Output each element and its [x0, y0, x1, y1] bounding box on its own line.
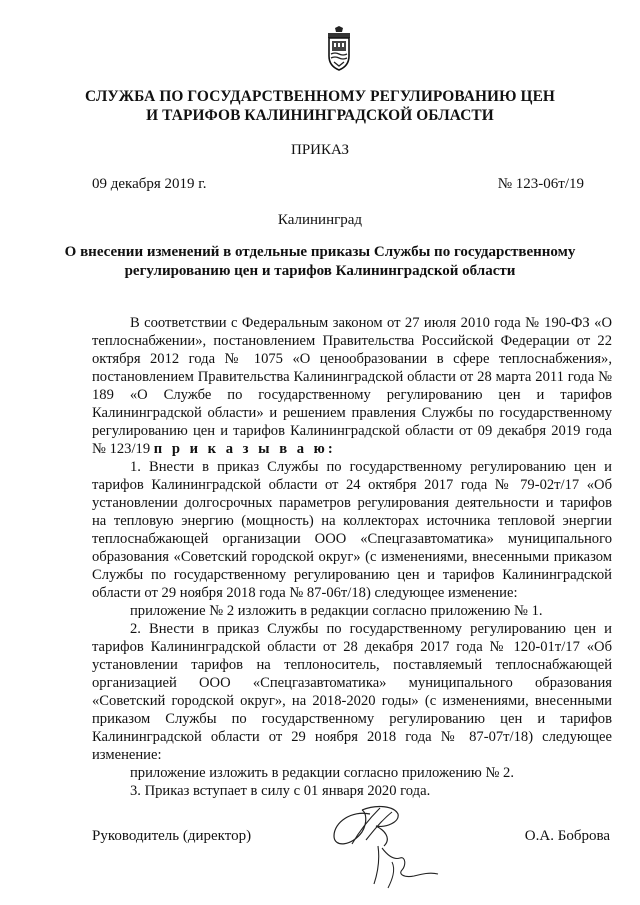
item-3: 3. Приказ вступает в силу с 01 января 2020 года.	[130, 783, 431, 799]
coat-of-arms-icon	[326, 26, 352, 72]
intro-text: В соответствии с Федеральным законом от 27 июля 2010 года № 190-ФЗ «О теплоснабжении», постановлением Правительства Российской Федерации от 22 октября 2012 года № 1075 «О ценообразовании в сфере теплоснабжения», постановлением Правительства Калининградской области от 28 марта 2011 года № 189 «О Службе по государственному регулированию цен и тарифов Калининградской области» и решением правления Службы по государственному регулированию цен и тарифов Калининградской области от 09 декабря 2019 года № 123/19	[92, 315, 612, 457]
signer-position: Руководитель (директор)	[92, 828, 252, 844]
order-subject-line1: О внесении изменений в отдельные приказы Службы по государственному	[64, 244, 576, 260]
city: Калининград	[277, 212, 363, 228]
order-date: 09 декабря 2019 г.	[92, 176, 207, 192]
organization-name-line2: И ТАРИФОВ КАЛИНИНГРАДСКОЙ ОБЛАСТИ	[146, 107, 494, 124]
order-title: ПРИКАЗ	[291, 142, 349, 158]
order-body	[92, 314, 612, 800]
item-1-change: приложение № 2 изложить в редакции согласно приложению № 1.	[130, 603, 543, 619]
item-2: 2. Внести в приказ Службы по государственному регулированию цен и тарифов Калининградской области от 28 декабря 2017 года № 120-01т/17 «Об установлении тарифов на теплоноситель, поставляемый теплоснабжающей организацией ООО «Спецгазавтоматика» муниципального образования «Советский городской округ», на 2018-2020 годы» (с изменениями, внесенными приказом Службы по государственному регулированию цен и тарифов Калининградской области от 29 ноября 2018 года № 87-07т/18) следующее изменение:	[92, 621, 612, 763]
item-2-change: приложение изложить в редакции согласно приложению № 2.	[130, 765, 515, 781]
order-subject	[0, 243, 640, 281]
signer-name: О.А. Боброва	[524, 828, 610, 844]
order-word: п р и к а з ы в а ю:	[153, 441, 336, 457]
order-subject-line2: регулированию цен и тарифов Калининградской области	[124, 263, 516, 279]
organization-name-line1: СЛУЖБА ПО ГОСУДАРСТВЕННОМУ РЕГУЛИРОВАНИЮ ЦЕН	[84, 88, 556, 105]
intro-paragraph	[92, 314, 612, 458]
order-number: № 123-06т/19	[497, 176, 584, 192]
item-1: 1. Внести в приказ Службы по государственному регулированию цен и тарифов Калининградской области от 24 октября 2017 года № 79-02т/17 «Об установлении долгосрочных параметров регулирования деятельности и тарифов на тепловую энергию (мощность) на коллекторах источника тепловой энергии теплоснабжающей организации ООО «Спецгазавтоматика» муниципального образования «Советский городской округ» (с изменениями, внесенными приказом Службы по государственному регулированию цен и тарифов Калининградской области от 29 ноября 2018 года № 87-06т/18) следующее изменение:	[92, 459, 612, 601]
handwritten-signature	[322, 800, 442, 895]
